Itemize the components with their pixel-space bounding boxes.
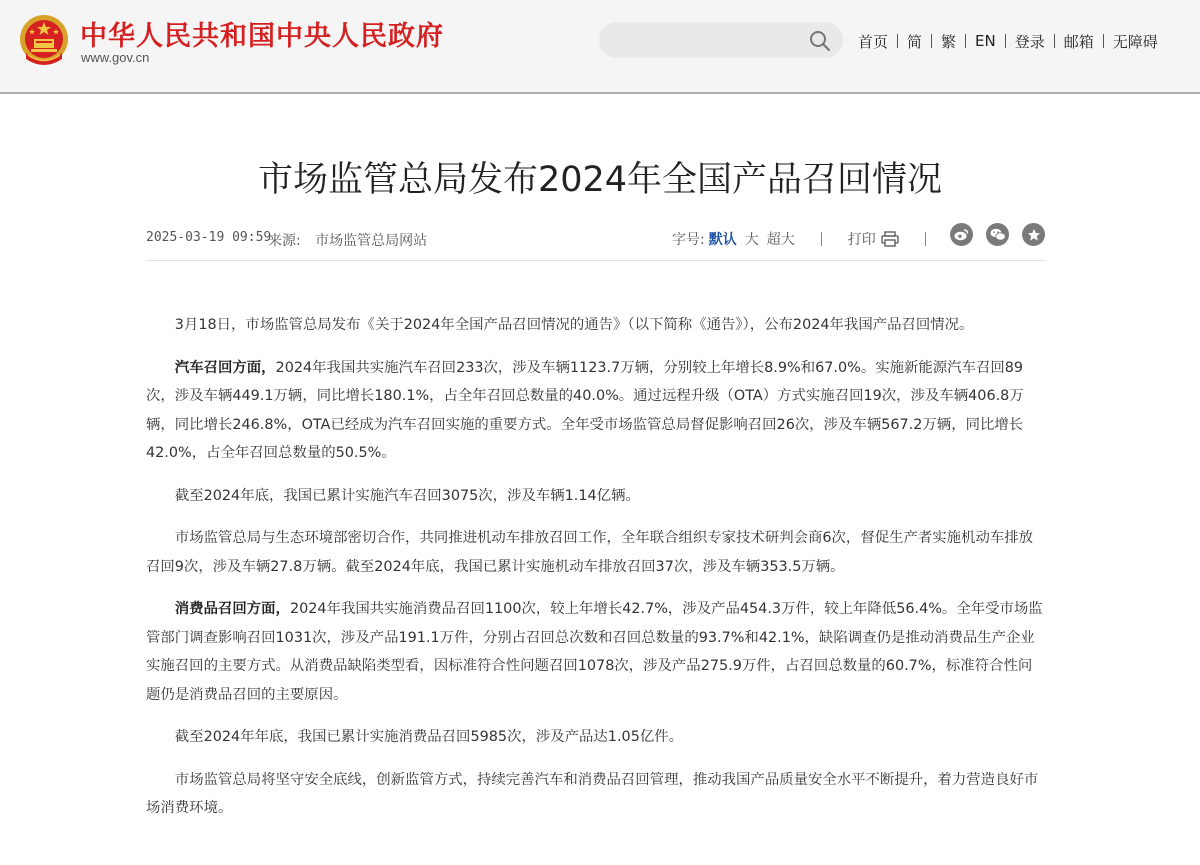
print-label: 打印 bbox=[847, 232, 876, 248]
publish-date: 2025-03-19 09:59 bbox=[146, 230, 272, 245]
article-source bbox=[268, 230, 427, 250]
nav-login[interactable]: 登录 bbox=[1014, 32, 1045, 51]
article-meta bbox=[146, 228, 1046, 250]
font-size-large[interactable]: 大 bbox=[744, 232, 759, 248]
paragraph-text: 3月18日，市场监管总局发布《关于2024年全国产品召回情况的通告》（以下简称《通告》），公布2024年我国产品召回情况。 bbox=[174, 317, 974, 333]
search-input[interactable] bbox=[617, 29, 801, 53]
nav-traditional[interactable]: 繁 bbox=[941, 32, 957, 51]
paragraph-text: 市场监管总局将坚守安全底线，创新监管方式，持续完善汽车和消费品召回管理，推动我国产品质量安全水平不断提升，着力营造良好市场消费环境。 bbox=[146, 771, 1039, 816]
top-nav bbox=[858, 31, 1158, 51]
favorite-icon[interactable] bbox=[1022, 223, 1045, 246]
tool-separator bbox=[925, 232, 926, 246]
paragraph-text: 市场监管总局与生态环境部密切合作，共同推进机动车排放召回工作，全年联合组织专家技术研判会商6次，督促生产者实施机动车排放召回9次，涉及车辆27.8万辆。截至2024年底，我国已累计实施机动车排放召回37次，涉及车辆353.5万辆。 bbox=[146, 530, 1034, 575]
font-size-label: 字号: bbox=[672, 232, 705, 248]
meta-divider bbox=[146, 260, 1046, 261]
nav-separator bbox=[965, 34, 966, 48]
paragraph-lead: 消费品召回方面， bbox=[174, 601, 290, 617]
paragraph-text: 截至2024年底，我国已累计实施汽车召回3075次，涉及车辆1.14亿辆。 bbox=[174, 487, 640, 504]
nav-accessibility[interactable]: 无障碍 bbox=[1112, 32, 1158, 51]
paragraph bbox=[146, 723, 1046, 752]
wechat-icon[interactable] bbox=[986, 223, 1009, 246]
paragraph-text: 2024年我国共实施汽车召回233次，涉及车辆1123.7万辆，分别较上年增长8.9%和67.0%。实施新能源汽车召回89次，涉及车辆449.1万辆，同比增长180.1%，占全年召回总数量的40.0%。通过远程升级（OTA）方式实施召回19次，涉及车辆406.8万辆，同比增长246.8%，OTA已经成为汽车召回实施的重要方式。全年受市场监管总局督促影响召回26次，涉及车辆567.2万辆，同比增长42.0%，占全年召回总数量的50.5%。 bbox=[146, 359, 1024, 461]
paragraph bbox=[146, 354, 1046, 468]
font-size-xlarge[interactable]: 超大 bbox=[766, 232, 795, 248]
article-title: 市场监管总局发布2024年全国产品召回情况 bbox=[257, 160, 943, 200]
printer-icon bbox=[881, 231, 899, 247]
print-button[interactable] bbox=[848, 229, 899, 249]
search-box bbox=[599, 22, 843, 58]
tool-separator bbox=[821, 232, 822, 246]
site-name[interactable]: 中华人民共和国中央人民政府 bbox=[80, 21, 444, 52]
national-emblem-icon[interactable] bbox=[18, 13, 70, 69]
nav-separator bbox=[1005, 34, 1006, 48]
article-tools bbox=[672, 228, 940, 250]
nav-home[interactable]: 首页 bbox=[858, 32, 889, 51]
font-size-default[interactable]: 默认 bbox=[708, 232, 737, 248]
nav-simplified[interactable]: 简 bbox=[907, 32, 923, 51]
paragraph bbox=[146, 524, 1046, 581]
nav-english[interactable]: EN bbox=[975, 32, 996, 50]
paragraph bbox=[146, 766, 1046, 823]
nav-separator bbox=[1103, 34, 1104, 48]
paragraph-text: 截至2024年年底，我国已累计实施消费品召回5985次，涉及产品达1.05亿件。 bbox=[174, 729, 684, 745]
search-icon[interactable] bbox=[809, 30, 831, 52]
share-icons bbox=[950, 223, 1058, 246]
weibo-icon[interactable] bbox=[950, 223, 973, 246]
site-header bbox=[0, 0, 1200, 94]
nav-separator bbox=[931, 34, 932, 48]
nav-separator bbox=[897, 34, 898, 48]
nav-mail[interactable]: 邮箱 bbox=[1063, 32, 1094, 51]
paragraph bbox=[146, 311, 1046, 340]
site-url[interactable]: www.gov.cn bbox=[81, 50, 150, 65]
paragraph bbox=[146, 595, 1046, 709]
paragraph-lead: 汽车召回方面， bbox=[174, 359, 276, 376]
paragraph bbox=[146, 482, 1046, 511]
source-label: 来源: bbox=[268, 233, 301, 249]
source-name: 市场监管总局网站 bbox=[315, 233, 428, 249]
article-body bbox=[146, 311, 1046, 837]
paragraph-text: 2024年我国共实施消费品召回1100次，较上年增长42.7%，涉及产品454.3万件，较上年降低56.4%。全年受市场监管部门调查影响召回1031次，涉及产品191.1万件，分别占召回总次数和召回总数量的93.7%和42.1%，缺陷调查仍是推动消费品生产企业实施召回的主要方式。从消费品缺陷类型看，因标准符合性问题召回1078次，涉及产品275.9万件，占召回总数量的60.7%，标准符合性问题仍是消费品召回的主要原因。 bbox=[146, 601, 1043, 703]
nav-separator bbox=[1054, 34, 1055, 48]
